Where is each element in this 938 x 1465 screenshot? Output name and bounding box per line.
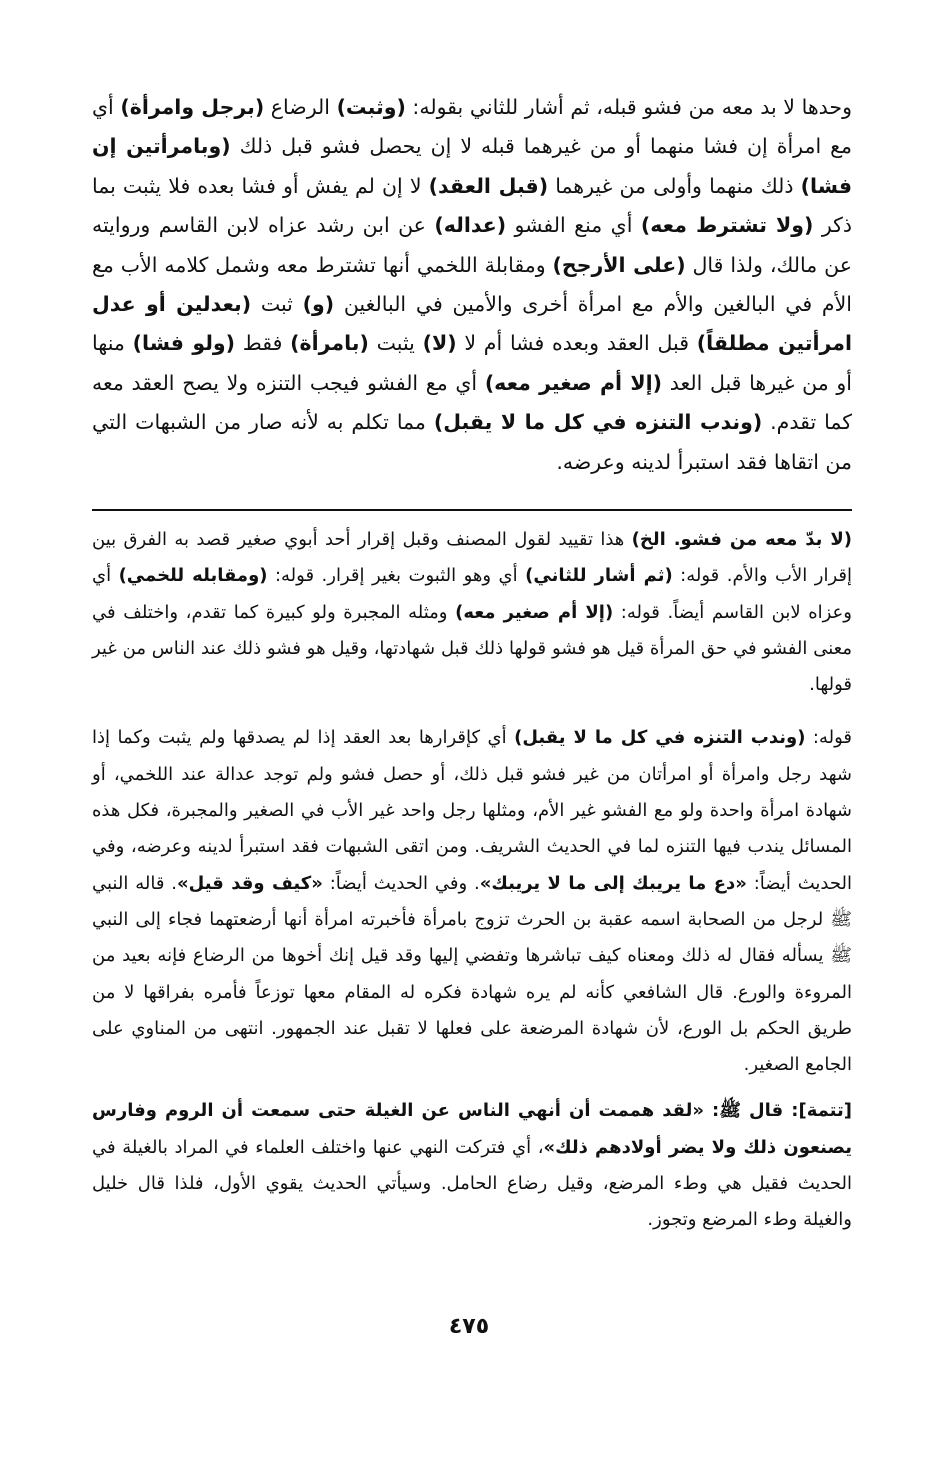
note-text-run: . قاله النبي ﷺ لرجل من الصحابة اسمه عقبة بن الحرث تزوج بامرأة فأخبرته امرأة أنها أرضعتهما فجاء إلى النبي ﷺ يسأله فقال له ذلك ومعناه كيف تباشرها وتفضي إليها وقد قيل إنك أخوها من الرضاع فإنه بعيد من المروءة والورع. قال الشافعي كأنه لم يره شهادة فكره له المقام معها توزعاً فأمره بفراقها لا من طريق الحكم بل الورع، لأن شهادة المرضعة على فعلها لا تقبل عند الجمهور. انتهى من المناوي على الجامع الصغير. <box>92 872 852 1076</box>
matn-quote: (و) <box>302 292 335 317</box>
note-text-run: أي وعزاه لابن القاسم أيضاً. قوله: <box>92 565 852 623</box>
matn-quote: (على الأرجح) <box>552 252 686 277</box>
note-text-run: هذا تقييد لقول المصنف وقبل إقرار أحد أبوي صغير قصد به الفرق بين إقرار الأب والأم. قوله: <box>92 529 852 587</box>
matn-quote: (لا) <box>422 331 457 356</box>
matn-quote: (قبل العقد) <box>428 173 549 198</box>
note-text-run: . وفي الحديث أيضاً: <box>322 872 480 894</box>
main-text-run: الرضاع <box>264 95 337 119</box>
hadith-quote: «كيف وقد قيل» <box>177 872 323 894</box>
main-text-run: ثبت <box>251 292 303 317</box>
main-paragraph-text <box>92 88 852 482</box>
margin-notes-block <box>92 522 852 1239</box>
matn-quote: (عداله) <box>434 213 507 238</box>
note-text-run: أي وهو الثبوت بغير إقرار. قوله: <box>267 565 526 587</box>
main-paragraph <box>92 88 852 482</box>
footnote-separator-line <box>92 509 852 511</box>
main-text-block <box>92 88 852 482</box>
matn-quote: (إلا أم صغير معه) <box>484 370 663 395</box>
matn-quote: (وثبت) <box>336 95 406 119</box>
matn-quote: (وبامرأتين إن فشا) <box>92 134 852 198</box>
note-quote: (ومقابله للخمي) <box>118 565 268 587</box>
note-text-run: أي كإقرارها بعد العقد إذا لم يصدقها ولم يثبت وكما إذا شهد رجل وامرأة أو امرأتان من غير فشو قبل ذلك، أو حصل فشو ولم توجد عدالة عند اللخمي، أو شهادة امرأة واحدة ولو مع الفشو غير الأم، ومثلها رجل واحد غير الأب في الصغير والمجبرة، فكل هذه المسائل يندب فيها التنزه لما في الحديث الشريف. ومن اتقى الشبهات فقد استبرأ لدينه وعرضه، وفي الحديث أيضاً: <box>92 727 852 894</box>
note-quote: (لا بدّ معه من فشو. الخ) <box>631 529 852 550</box>
matn-quote: (برجل وامرأة) <box>120 95 265 119</box>
note-heading: [تتمة]: <box>783 1100 853 1122</box>
note-paragraph-2 <box>92 720 852 1083</box>
note-text-run: ومثله المجبرة ولو كبيرة كما تقدم، واختلف في معنى الفشو في حق المرأة قيل هو فشو قولها ذلك قبل شهادتها، وقيل هو فشو ذلك عند الناس من غير قولها. <box>92 601 852 696</box>
note-paragraph-1 <box>92 522 852 703</box>
matn-quote: (ولو فشا) <box>132 331 236 356</box>
note-paragraph-3 <box>92 1093 852 1238</box>
main-text-run: لا إن لم يفش أو فشا بعده فلا يثبت بما ذكر <box>92 173 853 238</box>
note-quote: (إلا أم صغير معه) <box>455 601 614 623</box>
main-text-run: ذلك منهما وأولى من غيرهما <box>548 173 801 198</box>
matn-quote: (وندب التنزه في كل ما لا يقبل) <box>433 410 763 435</box>
main-text-run: مما تكلم به لأنه صار من الشبهات التي من اتقاها فقد استبرأ لدينه وعرضه. <box>92 410 852 474</box>
main-text-run: أي منع الفشو <box>506 213 641 238</box>
main-text-run: أي مع الفشو فيجب التنزه ولا يصح العقد معه كما تقدم. <box>92 370 852 435</box>
main-text-run: قبل العقد وبعده فشا أم لا <box>456 331 697 356</box>
matn-quote: (بامرأة) <box>290 331 369 356</box>
main-text-run: أي مع امرأة إن فشا منهما أو من غيرهما قبله لا إن يحصل فشو قبل ذلك <box>92 95 853 159</box>
main-text-run: ومقابلة اللخمي أنها تشترط معه وشمل كلامه الأب مع الأم في البالغين والأم مع امرأة أخرى والأمين في البالغين <box>92 252 852 317</box>
matn-quote: (ولا تشترط معه) <box>640 213 814 238</box>
hadith-quote: «دع ما يريبك إلى ما لا يريبك» <box>479 872 747 894</box>
main-text-run: عن ابن رشد عزاه لابن القاسم وروايته عن مالك، ولذا قال <box>92 213 852 277</box>
main-text-run: فقط <box>235 331 291 356</box>
note-quote: (ثم أشار للثاني) <box>525 565 673 587</box>
hadith-quote: قال ﷺ: «لقد هممت أن أنهي الناس عن الغيلة حتى سمعت أن الروم وفارس يصنعون ذلك ولا يضر أولادهم ذلك» <box>92 1100 852 1158</box>
page-number: ٤٧٥ <box>448 1314 490 1339</box>
note-text-run: ، أي فتركت النهي عنها واختلف العلماء في المراد بالغيلة في الحديث فقيل هي وطء المرضع، وقيل رضاع الحامل. وسيأتي الحديث يقوي الأول، فلذا قال خليل والغيلة وطء المرضع وتجوز. <box>92 1136 852 1231</box>
note-text-run: قوله: <box>805 727 853 749</box>
main-text-run: يثبت <box>368 331 423 356</box>
main-text-run: وحدها لا بد معه من فشو قبله، ثم أشار للثاني بقوله: <box>405 95 852 119</box>
matn-quote: (بعدلين أو عدل امرأتين مطلقاً) <box>92 292 852 356</box>
main-text-run: منها أو من غيرها قبل العد <box>92 331 852 395</box>
note-quote: (وندب التنزه في كل ما لا يقبل) <box>514 727 806 749</box>
